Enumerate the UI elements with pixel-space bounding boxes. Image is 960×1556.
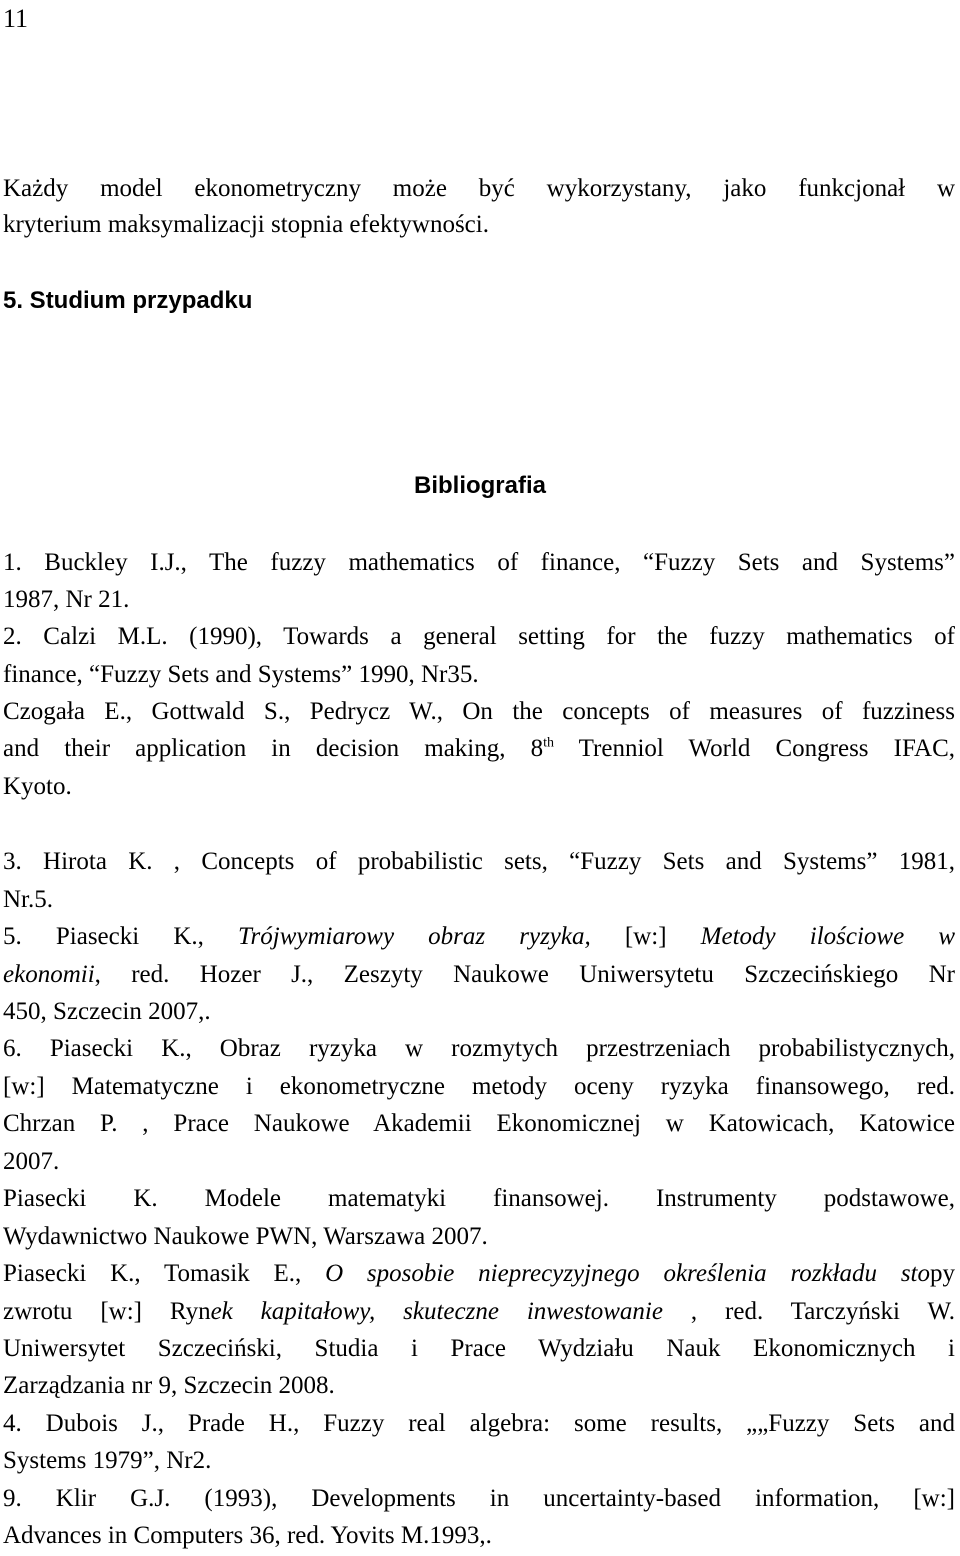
bib-line: Chrzan P. , Prace Naukowe Akademii Ekonomicznej w Katowicach, Katowice [3, 1110, 955, 1137]
bib-text: [w:] [590, 923, 701, 950]
bib-line: 3. Hirota K. , Concepts of probabilistic sets, “Fuzzy Sets and Systems” 1981, [3, 848, 955, 875]
bib-line [3, 1259, 955, 1289]
bib-line [3, 734, 955, 764]
bib-text: py [930, 1260, 955, 1287]
bib-line: Zarządzania nr 9, Szczecin 2008. [3, 1372, 335, 1399]
bib-text: , red. Hozer J., Zeszyty Naukowe Uniwersytetu Szczecińskiego Nr [94, 961, 955, 988]
bib-line: Kyoto. [3, 773, 72, 800]
bib-line: Systems 1979”, Nr2. [3, 1447, 212, 1474]
bib-line [3, 922, 955, 952]
bibliography-heading: Bibliografia [413, 472, 546, 499]
bib-line: 1987, Nr 21. [3, 586, 130, 613]
bib-line: 450, Szczecin 2007,. [3, 998, 211, 1025]
bib-superscript: th [543, 735, 554, 751]
page-number: 11 [3, 4, 29, 33]
bib-line: 9. Klir G.J. (1993), Developments in uncertainty-based information, [w:] [3, 1485, 955, 1512]
bib-line: Uniwersytet Szczeciński, Studia i Prace Wydziału Nauk Ekonomicznych i [3, 1335, 955, 1362]
bib-line: Czogała E., Gottwald S., Pedrycz W., On the concepts of measures of fuzziness [3, 698, 955, 725]
bib-line [3, 1297, 955, 1327]
bib-text: , red. Tarczyński W. [662, 1298, 956, 1325]
bib-title: ekonomii [3, 961, 95, 988]
bib-text: Piasecki K., Tomasik E., [3, 1260, 326, 1287]
bib-title: Metody ilościowe w [700, 923, 955, 950]
bib-line: Wydawnictwo Naukowe PWN, Warszawa 2007. [3, 1223, 488, 1250]
bib-title: O sposobie nieprecyzyjnego określenia rozkładu sto [325, 1260, 930, 1287]
bib-line: 4. Dubois J., Prade H., Fuzzy real algebra: some results, „„Fuzzy Sets and [3, 1410, 955, 1437]
bib-line: 6. Piasecki K., Obraz ryzyka w rozmytych przestrzeniach probabilistycznych, [3, 1035, 955, 1062]
bib-line [3, 960, 955, 990]
bib-text: and their application in decision making, 8 [3, 735, 544, 762]
bib-title: ek kapitałowy, skuteczne inwestowanie [210, 1298, 663, 1325]
bib-line: Advances in Computers 36, red. Yovits M.1993,. [3, 1522, 492, 1549]
bib-line: 2007. [3, 1148, 60, 1175]
bib-text: Trenniol World Congress IFAC, [554, 735, 955, 762]
bib-line: 2. Calzi M.L. (1990), Towards a general setting for the fuzzy mathematics of [3, 623, 955, 650]
bib-line: 1. Buckley I.J., The fuzzy mathematics of finance, “Fuzzy Sets and Systems” [3, 549, 955, 576]
bib-text: 5. Piasecki K., [3, 923, 238, 950]
bib-line: Nr.5. [3, 886, 53, 913]
intro-line: kryterium maksymalizacji stopnia efektywności. [3, 211, 489, 238]
section-heading: 5. Studium przypadku [3, 287, 253, 314]
intro-line: Każdy model ekonometryczny może być wykorzystany, jako funkcjonał w [3, 175, 955, 202]
bib-line: [w:] Matematyczne i ekonometryczne metody oceny ryzyka finansowego, red. [3, 1073, 955, 1100]
bib-text: zwrotu [w:] Ryn [3, 1298, 211, 1325]
bib-line: finance, “Fuzzy Sets and Systems” 1990, Nr35. [3, 661, 479, 688]
bib-title: Trójwymiarowy obraz ryzyka, [238, 923, 591, 950]
bib-line: Piasecki K. Modele matematyki finansowej. Instrumenty podstawowe, [3, 1185, 955, 1212]
